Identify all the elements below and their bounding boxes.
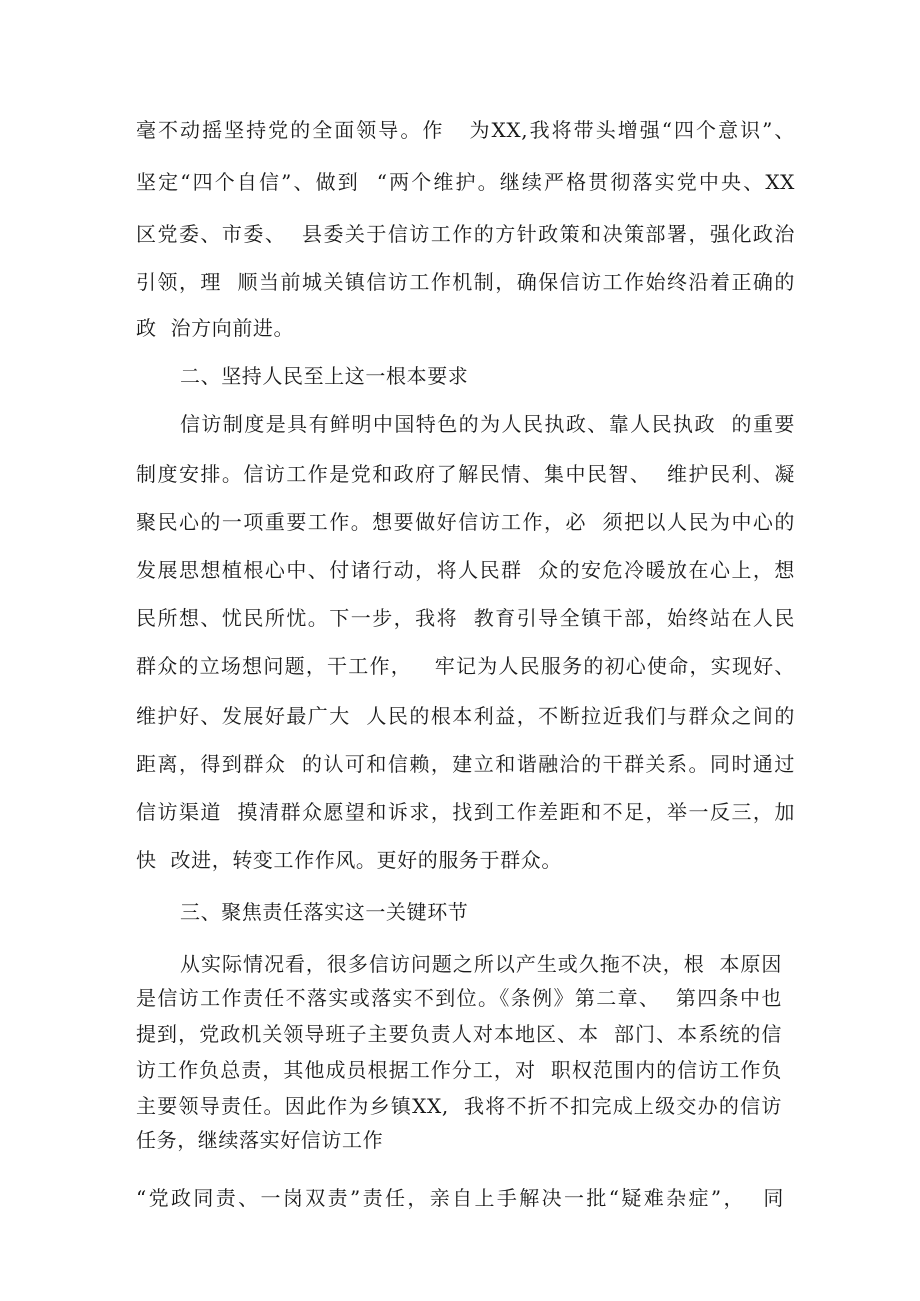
paragraph-3-line-3: 提到，党政机关领导班子主要负责人对本地区、本 部门、本系统的信 xyxy=(136,1022,782,1046)
section-heading-2: 二、坚持人民至上这一根本要求 xyxy=(180,364,469,388)
section-heading-3: 三、聚焦责任落实这一关键环节 xyxy=(180,900,469,924)
paragraph-2-line-3: 聚民心的一项重要工作。想要做好信访工作，必 须把以人民为中心的 xyxy=(136,510,795,534)
paragraph-1-line-1: 毫不动摇坚持党的全面领导。作 为XX,我将带头增强“四个意识”、 xyxy=(136,118,795,142)
paragraph-1-line-5: 政 治方向前进。 xyxy=(136,316,295,340)
paragraph-3-line-6: 任务，继续落实好信访工作 xyxy=(136,1128,384,1152)
paragraph-2-line-9: 信访渠道 摸清群众愿望和诉求，找到工作差距和不足，举一反三，加 xyxy=(136,800,795,824)
paragraph-2-line-10: 快 改进，转变工作作风。更好的服务于群众。 xyxy=(136,848,562,872)
paragraph-3-line-5: 主要领导责任。因此作为乡镇XX, 我将不折不扣完成上级交办的信访 xyxy=(136,1094,782,1118)
paragraph-2-line-8: 距离，得到群众 的认可和信赖，建立和谐融洽的干群关系。同时通过 xyxy=(136,752,795,776)
paragraph-2-line-7: 维护好、发展好最广大 人民的根本利益，不断拉近我们与群众之间的 xyxy=(136,704,795,728)
paragraph-4-line-1: “党政同责、一岗双责”责任，亲自上手解决一批“疑难杂症”， 同 xyxy=(136,1186,784,1210)
paragraph-3-line-1: 从实际情况看，很多信访问题之所以产生或久拖不决，根 本原因 xyxy=(180,952,782,976)
paragraph-1-line-2: 坚定“四个自信”、做到 “两个维护。继续严格贯彻落实党中央、XX xyxy=(136,170,795,194)
paragraph-1-line-3: 区党委、市委、 县委关于信访工作的方针政策和决策部署，强化政治 xyxy=(136,222,795,246)
paragraph-2-line-2: 制度安排。信访工作是党和政府了解民情、集中民智、 维护民利、凝 xyxy=(136,462,795,486)
paragraph-2-line-4: 发展思想植根心中、付诸行动，将人民群 众的安危冷暖放在心上，想 xyxy=(136,558,795,582)
paragraph-3-line-4: 访工作负总责，其他成员根据工作分工，对 职权范围内的信访工作负 xyxy=(136,1058,782,1082)
paragraph-1-line-4: 引领，理 顺当前城关镇信访工作机制，确保信访工作始终沿着正确的 xyxy=(136,270,795,294)
paragraph-2-line-6: 群众的立场想问题，干工作， 牢记为人民服务的初心使命，实现好、 xyxy=(136,654,795,678)
paragraph-2-line-5: 民所想、忧民所忧。下一步，我将 教育引导全镇干部，始终站在人民 xyxy=(136,606,795,630)
paragraph-3-line-2: 是信访工作责任不落实或落实不到位。《条例》第二章、 第四条中也 xyxy=(136,986,782,1010)
paragraph-2-line-1: 信访制度是具有鲜明中国特色的为人民执政、靠人民执政 的重要 xyxy=(180,412,795,436)
